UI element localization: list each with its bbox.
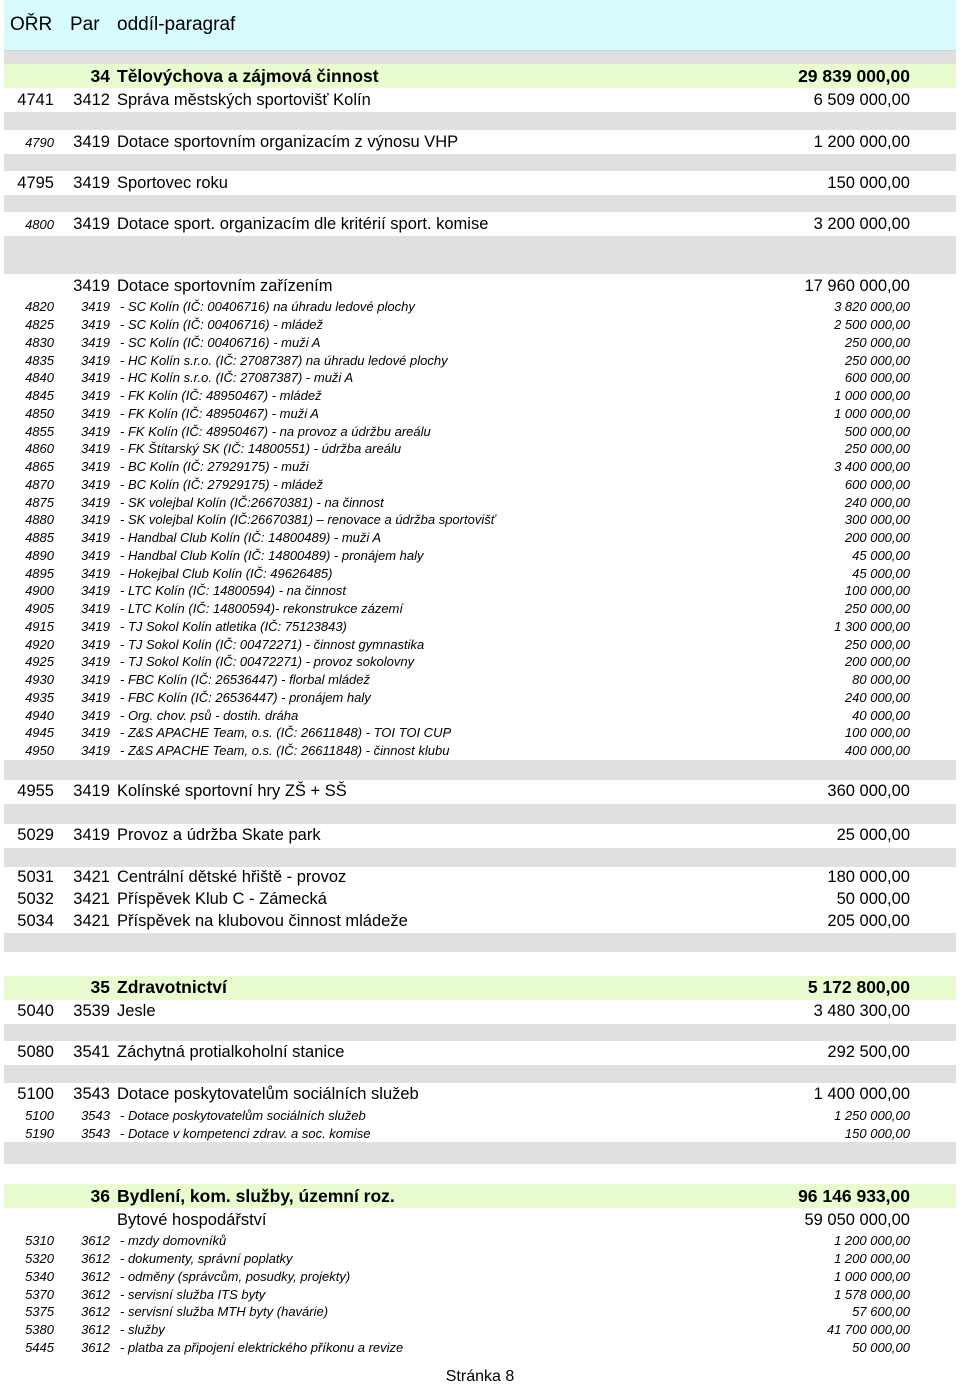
orr-cell: 4845 — [25, 388, 54, 404]
spacer-row — [4, 1164, 956, 1184]
orr-cell — [4, 64, 54, 88]
spacer-row — [4, 1065, 956, 1083]
par-cell: 3612 — [81, 1251, 110, 1267]
orr-cell — [4, 1208, 54, 1232]
spacer-row — [4, 154, 956, 171]
par-cell: 3419 — [81, 388, 110, 404]
spacer-row — [4, 952, 956, 976]
par-cell: 3419 — [81, 725, 110, 741]
spacer-row — [4, 933, 956, 952]
par-cell: 3419 — [81, 370, 110, 386]
amount-cell: 240 000,00 — [844, 689, 910, 705]
orr-cell: 4870 — [25, 476, 54, 492]
amount-cell: 100 000,00 — [844, 725, 910, 741]
amount-cell: 96 146 933,00 — [798, 1185, 910, 1206]
amount-cell: 6 509 000,00 — [813, 90, 910, 109]
orr-cell: 4915 — [25, 618, 54, 634]
par-cell: 3543 — [81, 1125, 110, 1141]
par-cell: 3419 — [81, 352, 110, 368]
section-header-row — [4, 976, 956, 1000]
description-cell: Dotace sportovním organizacím z výnosu VHP — [117, 132, 459, 151]
par-cell: 3541 — [73, 1043, 110, 1061]
spacer-row — [4, 1024, 956, 1041]
amount-cell: 250 000,00 — [844, 636, 910, 652]
section-header-row — [4, 1184, 956, 1208]
sub-item-row — [4, 618, 956, 636]
sub-item-row — [4, 1124, 956, 1142]
orr-cell: 4875 — [25, 494, 54, 510]
description-cell: - FK Kolín (IČ: 48950467) - na provoz a údržbu areálu — [120, 423, 431, 439]
amount-cell: 17 960 000,00 — [804, 276, 910, 295]
description-cell: - Org. chov. psů - dostih. dráha — [120, 707, 299, 723]
amount-cell: 400 000,00 — [844, 743, 910, 759]
orr-cell: 4840 — [25, 370, 54, 386]
orr-cell: 4890 — [25, 547, 54, 563]
spacer-row — [4, 804, 956, 824]
description-cell: - Hokejbal Club Kolín (IČ: 49626485) — [120, 565, 333, 581]
par-cell: 35 — [90, 977, 110, 997]
amount-cell: 200 000,00 — [844, 654, 910, 670]
par-cell: 3612 — [81, 1286, 110, 1302]
amount-cell: 5 172 800,00 — [807, 977, 910, 997]
orr-cell: 5445 — [25, 1339, 54, 1355]
amount-cell: 180 000,00 — [827, 868, 910, 886]
amount-cell: 1 000 000,00 — [834, 388, 910, 404]
item-row — [4, 780, 956, 804]
orr-cell: 4895 — [25, 565, 54, 581]
description-cell: - servisní služba ITS byty — [120, 1286, 266, 1302]
amount-cell: 50 000,00 — [836, 890, 910, 908]
orr-cell: 5034 — [17, 912, 54, 930]
description-cell: - SK volejbal Kolín (IČ:26670381) - na činnost — [120, 494, 384, 510]
orr-cell: 4820 — [25, 299, 54, 315]
orr-cell: 4800 — [25, 216, 54, 232]
orr-cell: 4945 — [25, 725, 54, 741]
orr-cell: 4900 — [25, 583, 54, 599]
par-cell: 3419 — [73, 173, 110, 192]
par-cell: 3539 — [73, 1002, 110, 1020]
spacer-row — [4, 1142, 956, 1164]
orr-cell — [4, 1184, 54, 1208]
item-row — [4, 88, 956, 112]
amount-cell: 45 000,00 — [852, 547, 910, 563]
par-cell: 3419 — [81, 654, 110, 670]
description-cell: Příspěvek na klubovou činnost mládeže — [117, 912, 408, 930]
orr-cell: 5029 — [17, 826, 54, 844]
header-par: Par — [70, 14, 100, 35]
description-cell: - FK Kolín (IČ: 48950467) - mládež — [120, 388, 322, 404]
amount-cell: 250 000,00 — [844, 601, 910, 617]
item-row — [4, 867, 956, 889]
orr-cell: 5100 — [17, 1085, 54, 1103]
description-cell: - BC Kolín (IČ: 27929175) - mládež — [120, 476, 324, 492]
sub-item-row — [4, 564, 956, 582]
sub-item-row — [4, 547, 956, 565]
orr-cell: 5340 — [25, 1268, 54, 1284]
item-row — [4, 212, 956, 236]
par-cell: 3419 — [81, 565, 110, 581]
orr-cell: 4865 — [25, 459, 54, 475]
par-cell — [60, 1208, 110, 1232]
description-cell: - mzdy domovníků — [120, 1233, 227, 1249]
amount-cell: 45 000,00 — [852, 565, 910, 581]
item-row — [4, 824, 956, 848]
orr-cell: 4940 — [25, 707, 54, 723]
item-row — [4, 1208, 956, 1232]
sub-item-row — [4, 689, 956, 707]
amount-cell: 500 000,00 — [844, 423, 910, 439]
par-cell: 3419 — [81, 689, 110, 705]
orr-cell — [4, 976, 54, 1000]
amount-cell: 250 000,00 — [844, 352, 910, 368]
amount-cell: 1 000 000,00 — [834, 405, 910, 421]
sub-item-row — [4, 334, 956, 352]
par-cell: 3543 — [81, 1107, 110, 1123]
orr-cell: 4925 — [25, 654, 54, 670]
par-cell: 3419 — [81, 583, 110, 599]
orr-cell: 5031 — [17, 868, 54, 886]
amount-cell: 25 000,00 — [836, 826, 910, 844]
sub-item-row — [4, 493, 956, 511]
orr-cell: 5320 — [25, 1251, 54, 1267]
description-cell: Provoz a údržba Skate park — [117, 826, 321, 844]
sub-item-row — [4, 742, 956, 760]
sub-item-row — [4, 511, 956, 529]
par-cell: 3419 — [81, 601, 110, 617]
amount-cell: 300 000,00 — [844, 512, 910, 528]
par-cell: 3419 — [81, 423, 110, 439]
amount-cell: 1 250 000,00 — [834, 1107, 910, 1123]
sub-item-row — [4, 1303, 956, 1321]
par-cell: 3419 — [81, 743, 110, 759]
item-row — [4, 1000, 956, 1024]
par-cell: 36 — [90, 1185, 110, 1206]
amount-cell: 205 000,00 — [827, 912, 910, 930]
par-cell: 3419 — [81, 334, 110, 350]
sub-item-row — [4, 653, 956, 671]
orr-cell: 4825 — [25, 317, 54, 333]
amount-cell: 250 000,00 — [844, 334, 910, 350]
orr-cell: 4885 — [25, 530, 54, 546]
sub-item-row — [4, 422, 956, 440]
amount-cell: 57 600,00 — [852, 1304, 910, 1320]
description-cell: - servisní služba MTH byty (havárie) — [120, 1304, 329, 1320]
description-cell: Tělovýchova a zájmová činnost — [117, 65, 379, 86]
par-cell: 3419 — [81, 512, 110, 528]
spacer-row — [4, 236, 956, 274]
description-cell: - BC Kolín (IČ: 27929175) - muži — [120, 459, 309, 475]
par-cell: 3419 — [81, 405, 110, 421]
amount-cell: 3 400 000,00 — [834, 459, 910, 475]
orr-cell: 4920 — [25, 636, 54, 652]
description-cell: - FK Kolín (IČ: 48950467) - muži A — [120, 405, 319, 421]
spacer-row — [4, 848, 956, 867]
orr-cell: 5380 — [25, 1322, 54, 1338]
orr-cell: 4880 — [25, 512, 54, 528]
par-cell: 3419 — [81, 299, 110, 315]
orr-cell: 5040 — [17, 1002, 54, 1020]
description-cell: Záchytná protialkoholní stanice — [117, 1043, 345, 1061]
item-row — [4, 911, 956, 933]
amount-cell: 360 000,00 — [827, 782, 910, 800]
description-cell: - Dotace poskytovatelům sociálních služeb — [120, 1107, 366, 1123]
amount-cell: 1 400 000,00 — [813, 1085, 910, 1103]
item-row — [4, 171, 956, 195]
description-cell: - TJ Sokol Kolín atletika (IČ: 75123843) — [120, 618, 347, 634]
sub-item-row — [4, 405, 956, 423]
sub-item-row — [4, 635, 956, 653]
description-cell: - LTC Kolín (IČ: 14800594)- rekonstrukce zázemí — [120, 601, 403, 617]
amount-cell: 3 820 000,00 — [834, 299, 910, 315]
sub-item-row — [4, 600, 956, 618]
header-section: oddíl-paragraf — [117, 14, 236, 35]
par-cell: 34 — [90, 65, 110, 86]
sub-item-row — [4, 298, 956, 316]
amount-cell: 240 000,00 — [844, 494, 910, 510]
par-cell: 3543 — [73, 1085, 110, 1103]
orr-cell: 5100 — [25, 1107, 54, 1123]
description-cell: - Z&S APACHE Team, o.s. (IČ: 26611848) - činnost klubu — [120, 743, 450, 759]
par-cell: 3421 — [73, 912, 110, 930]
par-cell: 3419 — [73, 782, 110, 800]
amount-cell: 600 000,00 — [844, 370, 910, 386]
table-header — [4, 0, 956, 51]
budget-table — [4, 0, 956, 1356]
sub-item-row — [4, 724, 956, 742]
amount-cell: 200 000,00 — [844, 530, 910, 546]
description-cell: - FBC Kolín (IČ: 26536447) - pronájem haly — [120, 689, 371, 705]
description-cell: - Handbal Club Kolín (IČ: 14800489) - pronájem haly — [120, 547, 424, 563]
amount-cell: 1 300 000,00 — [834, 618, 910, 634]
sub-item-row — [4, 671, 956, 689]
amount-cell: 1 578 000,00 — [834, 1286, 910, 1302]
orr-cell: 4955 — [17, 782, 54, 800]
orr-cell: 4930 — [25, 672, 54, 688]
description-cell: Dotace sport. organizacím dle kritérií sport. komise — [117, 214, 489, 233]
description-cell: - platba za připojení elektrického příkonu a revize — [120, 1339, 404, 1355]
sub-item-row — [4, 1268, 956, 1286]
par-cell: 3419 — [73, 826, 110, 844]
amount-cell: 2 500 000,00 — [834, 317, 910, 333]
par-cell: 3419 — [81, 636, 110, 652]
description-cell: - LTC Kolín (IČ: 14800594) - na činnost — [120, 583, 346, 599]
amount-cell: 150 000,00 — [844, 1125, 910, 1141]
description-cell: - HC Kolín s.r.o. (IČ: 27087387) na úhradu ledové plochy — [120, 352, 448, 368]
description-cell: - SC Kolín (IČ: 00406716) na úhradu ledové plochy — [120, 299, 415, 315]
sub-item-row — [4, 316, 956, 334]
orr-cell: 4850 — [25, 405, 54, 421]
orr-cell: 4905 — [25, 601, 54, 617]
orr-cell: 5080 — [17, 1043, 54, 1061]
description-cell: - SC Kolín (IČ: 00406716) - muži A — [120, 334, 321, 350]
amount-cell: 59 050 000,00 — [804, 1210, 910, 1229]
description-cell: Příspěvek Klub C - Zámecká — [117, 890, 327, 908]
description-cell: Zdravotnictví — [117, 977, 227, 997]
orr-cell: 4795 — [17, 173, 54, 192]
orr-cell: 4741 — [17, 90, 54, 109]
amount-cell: 150 000,00 — [827, 173, 910, 192]
amount-cell: 1 000 000,00 — [834, 1268, 910, 1284]
orr-cell: 4790 — [25, 134, 54, 150]
par-cell: 3419 — [81, 476, 110, 492]
amount-cell: 40 000,00 — [852, 707, 910, 723]
orr-cell: 5370 — [25, 1286, 54, 1302]
description-cell: - Z&S APACHE Team, o.s. (IČ: 26611848) - TOI TOI CUP — [120, 725, 452, 741]
amount-cell: 3 200 000,00 — [813, 214, 910, 233]
par-cell: 3612 — [81, 1233, 110, 1249]
par-cell: 3419 — [73, 214, 110, 233]
description-cell: Centrální dětské hřiště - provoz — [117, 868, 347, 886]
description-cell: - HC Kolín s.r.o. (IČ: 27087387) - muži A — [120, 370, 354, 386]
item-row — [4, 1041, 956, 1065]
sub-item-row — [4, 1232, 956, 1250]
item-row — [4, 130, 956, 154]
description-cell: - SK volejbal Kolín (IČ:26670381) – renovace a údržba sportovišť — [120, 512, 496, 528]
sub-item-row — [4, 369, 956, 387]
par-cell: 3612 — [81, 1304, 110, 1320]
par-cell: 3419 — [81, 494, 110, 510]
amount-cell: 3 480 300,00 — [813, 1002, 910, 1020]
par-cell: 3419 — [81, 672, 110, 688]
spacer-row — [4, 195, 956, 212]
description-cell: - služby — [120, 1322, 165, 1338]
page-number: Stránka 8 — [445, 1368, 515, 1385]
sub-item-row — [4, 387, 956, 405]
orr-cell: 4835 — [25, 352, 54, 368]
orr-cell — [4, 274, 54, 298]
table-body — [4, 51, 956, 1356]
par-cell: 3419 — [81, 547, 110, 563]
par-cell: 3419 — [81, 618, 110, 634]
item-row — [4, 889, 956, 911]
description-cell: - Handbal Club Kolín (IČ: 14800489) - muži A — [120, 530, 382, 546]
description-cell: - dokumenty, správní poplatky — [120, 1251, 293, 1267]
par-cell: 3419 — [81, 530, 110, 546]
par-cell: 3612 — [81, 1322, 110, 1338]
spacer-row — [4, 51, 956, 64]
amount-cell: 1 200 000,00 — [834, 1251, 910, 1267]
sub-item-row — [4, 706, 956, 724]
description-cell: - FK Štítarský SK (IČ: 14800551) - údržba areálu — [120, 441, 402, 457]
description-cell: Správa městských sportovišť Kolín — [117, 90, 371, 109]
par-cell: 3412 — [73, 90, 110, 109]
amount-cell: 80 000,00 — [852, 672, 910, 688]
orr-cell: 5375 — [25, 1304, 54, 1320]
description-cell: - SC Kolín (IČ: 00406716) - mládež — [120, 317, 324, 333]
description-cell: Bytové hospodářství — [117, 1210, 267, 1229]
par-cell: 3419 — [81, 459, 110, 475]
orr-cell: 4935 — [25, 689, 54, 705]
orr-cell: 4950 — [25, 743, 54, 759]
sub-item-row — [4, 1107, 956, 1125]
description-cell: Dotace sportovním zařízením — [117, 276, 333, 295]
par-cell: 3612 — [81, 1268, 110, 1284]
orr-cell: 5310 — [25, 1233, 54, 1249]
item-row — [4, 1083, 956, 1107]
spacer-row — [4, 112, 956, 130]
sub-item-row — [4, 1339, 956, 1357]
description-cell: - TJ Sokol Kolín (IČ: 00472271) - činnost gymnastika — [120, 636, 425, 652]
description-cell: - odměny (správcům, posudky, projekty) — [120, 1268, 351, 1284]
description-cell: - TJ Sokol Kolín (IČ: 00472271) - provoz sokolovny — [120, 654, 415, 670]
description-cell: Bydlení, kom. služby, územní roz. — [117, 1185, 395, 1206]
par-cell: 3419 — [73, 132, 110, 151]
sub-item-row — [4, 351, 956, 369]
amount-cell: 50 000,00 — [852, 1339, 910, 1355]
section-header-row — [4, 64, 956, 88]
amount-cell: 1 200 000,00 — [834, 1233, 910, 1249]
orr-cell: 4855 — [25, 423, 54, 439]
amount-cell: 1 200 000,00 — [813, 132, 910, 151]
orr-cell: 4830 — [25, 334, 54, 350]
sub-item-row — [4, 440, 956, 458]
amount-cell: 29 839 000,00 — [798, 65, 910, 86]
amount-cell: 41 700 000,00 — [826, 1322, 910, 1338]
orr-cell: 5032 — [17, 890, 54, 908]
par-cell: 3419 — [73, 276, 110, 295]
par-cell: 3419 — [81, 441, 110, 457]
amount-cell: 600 000,00 — [844, 476, 910, 492]
sub-item-row — [4, 1285, 956, 1303]
description-cell: Jesle — [117, 1002, 156, 1020]
par-cell: 3612 — [81, 1339, 110, 1355]
description-cell: - Dotace v kompetenci zdrav. a soc. komise — [120, 1125, 371, 1141]
amount-cell: 292 500,00 — [827, 1043, 910, 1061]
par-cell: 3421 — [73, 868, 110, 886]
par-cell: 3421 — [73, 890, 110, 908]
spacer-row — [4, 760, 956, 780]
sub-item-row — [4, 458, 956, 476]
amount-cell: 250 000,00 — [844, 441, 910, 457]
sub-item-row — [4, 1321, 956, 1339]
description-cell: Sportovec roku — [117, 173, 228, 192]
par-cell: 3419 — [81, 707, 110, 723]
description-cell: - FBC Kolín (IČ: 26536447) - florbal mládež — [120, 672, 370, 688]
orr-cell: 4860 — [25, 441, 54, 457]
orr-cell: 5190 — [25, 1125, 54, 1141]
sub-item-row — [4, 1250, 956, 1268]
sub-item-row — [4, 582, 956, 600]
sub-item-row — [4, 476, 956, 494]
description-cell: Kolínské sportovní hry ZŠ + SŠ — [117, 782, 347, 800]
description-cell: Dotace poskytovatelům sociálních služeb — [117, 1085, 419, 1103]
header-orr: OŘR — [10, 14, 53, 35]
amount-cell: 100 000,00 — [844, 583, 910, 599]
sub-item-row — [4, 529, 956, 547]
item-row — [4, 274, 956, 298]
par-cell: 3419 — [81, 317, 110, 333]
